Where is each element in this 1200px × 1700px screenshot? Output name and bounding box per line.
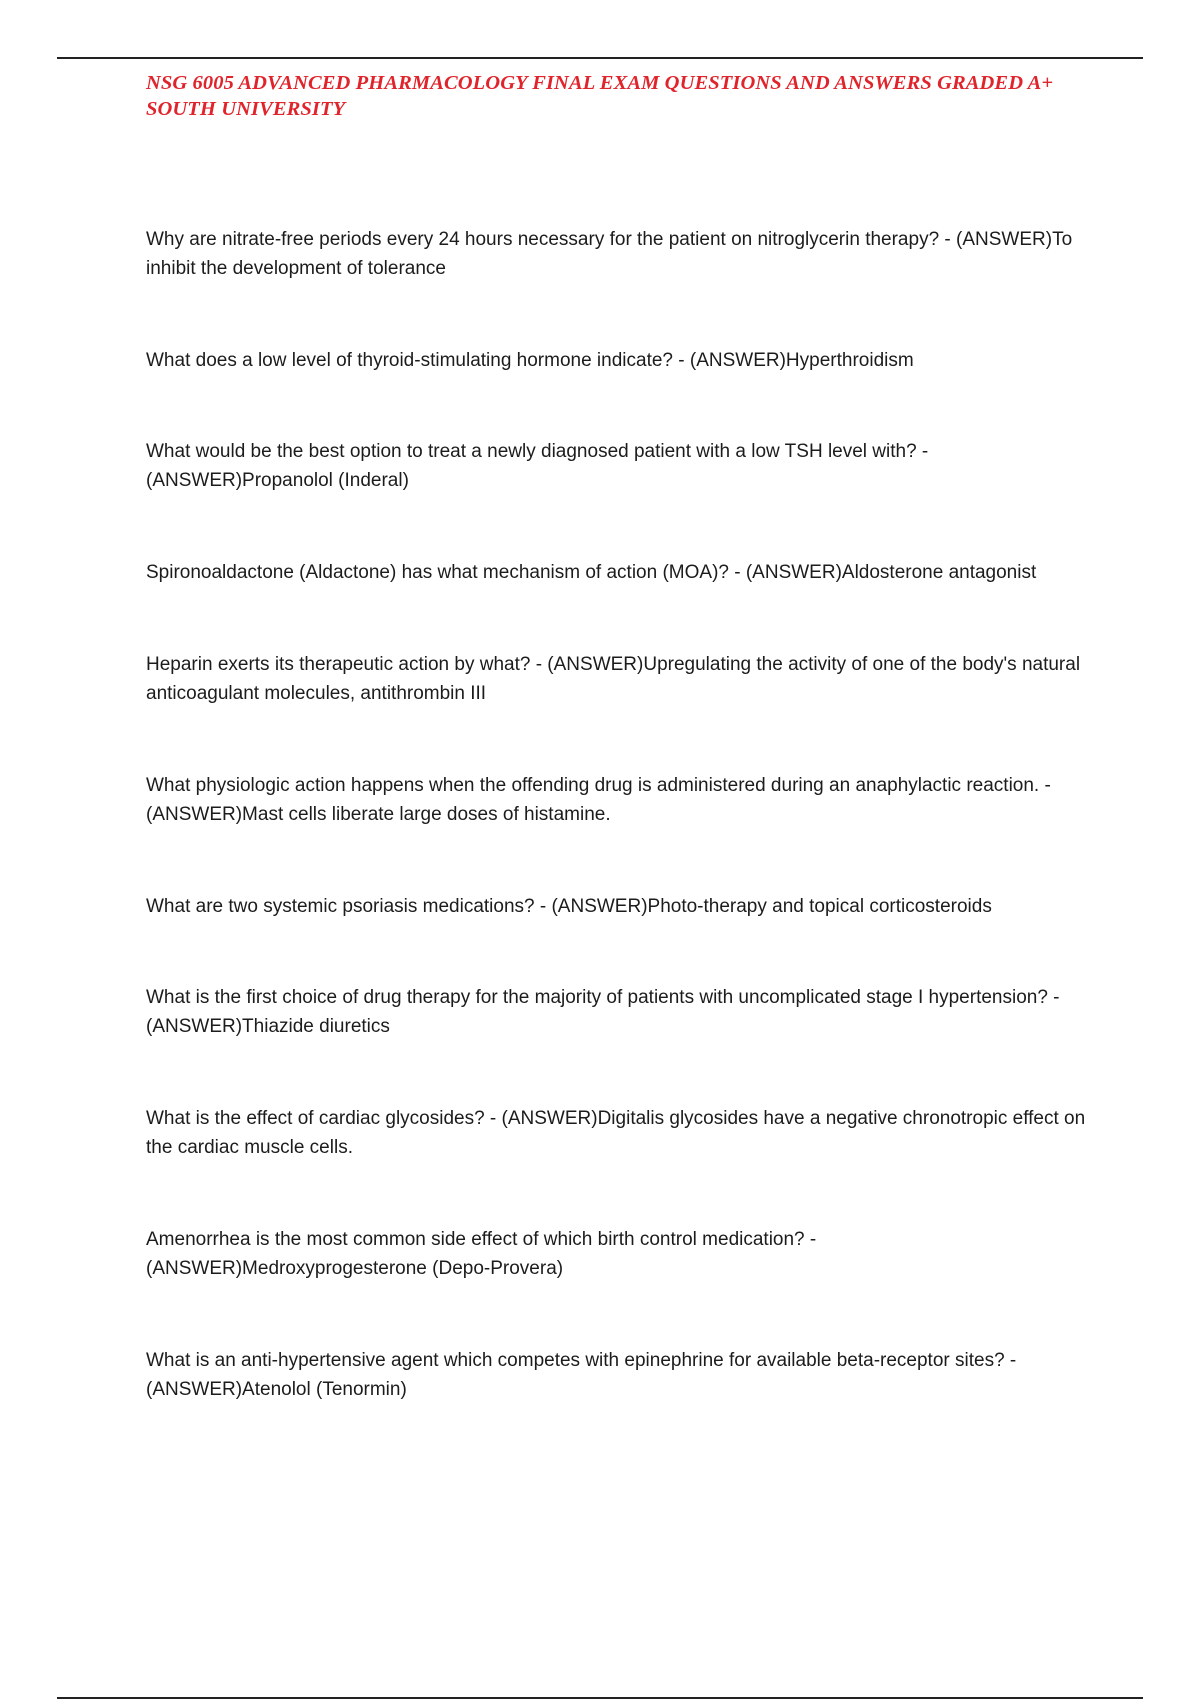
qa-item: Spironoaldactone (Aldactone) has what mechanism of action (MOA)? - (ANSWER)Aldosterone antagonist <box>146 562 1037 583</box>
header-divider <box>57 57 1143 59</box>
qa-list <box>146 225 1096 1467</box>
qa-item: Amenorrhea is the most common side effect of which birth control medication? - (ANSWER)Medroxyprogesterone (Depo-Provera) <box>146 1229 817 1279</box>
document-title: NSG 6005 ADVANCED PHARMACOLOGY FINAL EXAM QUESTIONS AND ANSWERS GRADED A+ SOUTH UNIVERSITY <box>146 72 1054 120</box>
footer-divider <box>57 1697 1143 1699</box>
qa-item: What is the effect of cardiac glycosides? - (ANSWER)Digitalis glycosides have a negative chronotropic effect on the cardiac muscle cells. <box>146 1108 1086 1158</box>
qa-item: What does a low level of thyroid-stimulating hormone indicate? - (ANSWER)Hyperthroidism <box>146 350 914 371</box>
qa-item: What are two systemic psoriasis medications? - (ANSWER)Photo-therapy and topical corticosteroids <box>146 896 992 917</box>
qa-item: Why are nitrate-free periods every 24 hours necessary for the patient on nitroglycerin therapy? - (ANSWER)To inhibit the development of tolerance <box>146 229 1073 279</box>
qa-item: What would be the best option to treat a newly diagnosed patient with a low TSH level with? - (ANSWER)Propanolol (Inderal) <box>146 441 929 491</box>
qa-item: Heparin exerts its therapeutic action by what? - (ANSWER)Upregulating the activity of one of the body's natural anticoagulant molecules, antithrombin III <box>146 654 1081 704</box>
qa-item: What is the first choice of drug therapy for the majority of patients with uncomplicated stage I hypertension? - (ANSWER)Thiazide diuretics <box>146 987 1060 1037</box>
qa-item: What physiologic action happens when the offending drug is administered during an anaphylactic reaction. - (ANSWER)Mast cells liberate large doses of histamine. <box>146 775 1051 825</box>
qa-item: What is an anti-hypertensive agent which competes with epinephrine for available beta-receptor sites? - (ANSWER)Atenolol (Tenormin) <box>146 1350 1017 1400</box>
